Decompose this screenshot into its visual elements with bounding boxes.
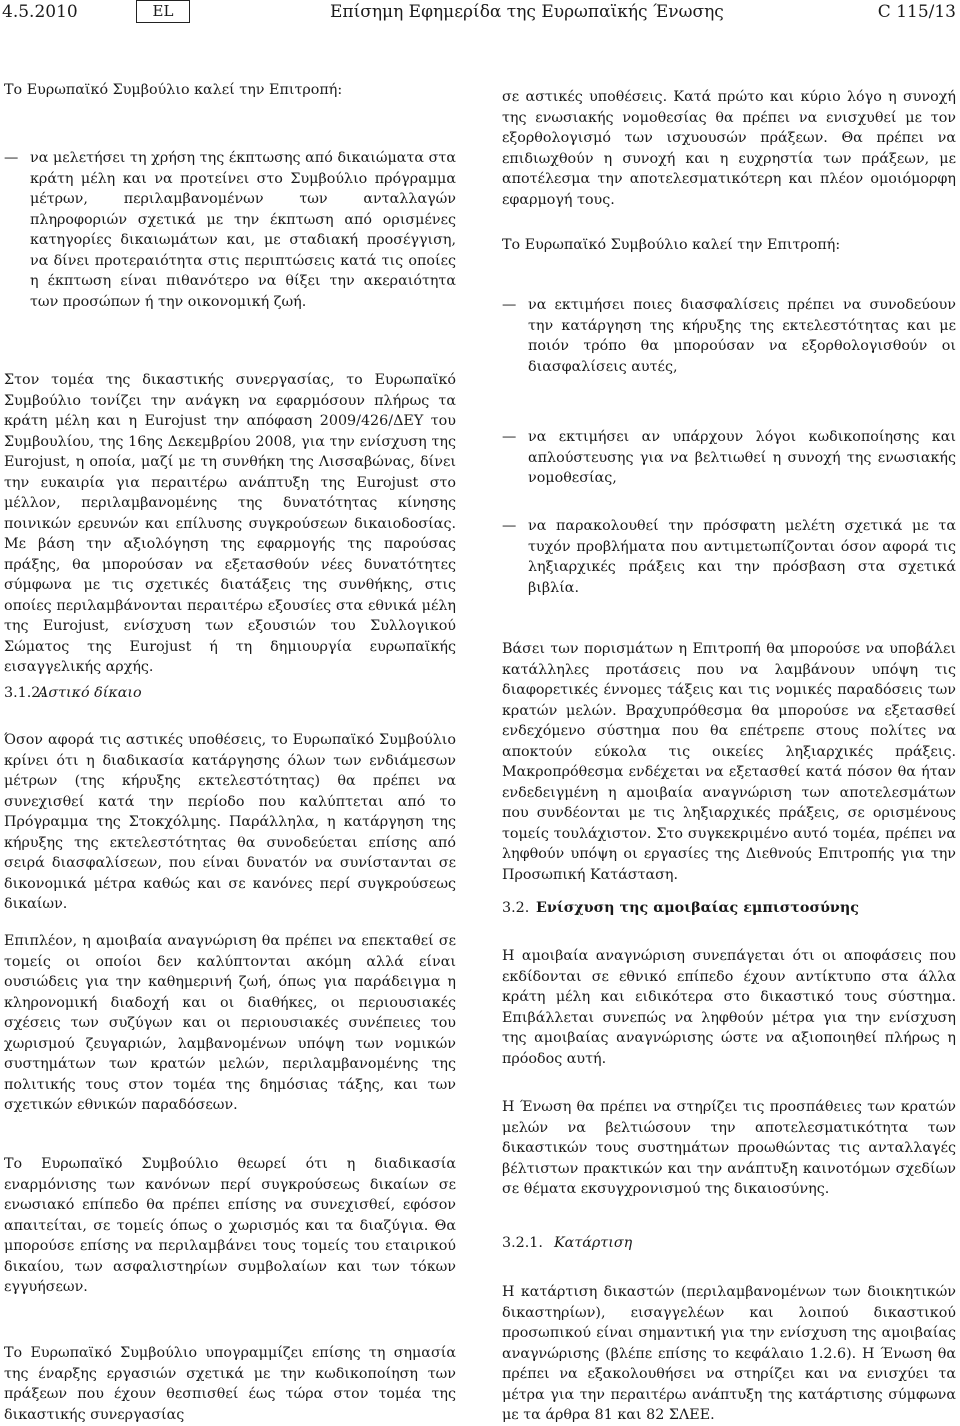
left-intro: Το Ευρωπαϊκό Συμβούλιο καλεί την Επιτροπή: (4, 82, 343, 99)
heading-text: Κατάρτιση (554, 1235, 633, 1251)
header-journal-title: Επίσημη Εφημερίδα της Ευρωπαϊκής Ένωσης (330, 2, 724, 22)
left-paragraph-mutual-recognition: Επιπλέον, η αμοιβαία αναγνώριση θα πρέπει να επεκταθεί σε τομείς οι οποίοι δεν καλύπτονται ακόμη αλλά είναι ουσιώδεις για την καθημερινή ζωή, όπως για παράδειγμα η κληρονομική διαδοχή και οι διαθήκες, οι περιουσιακές σχέσεις των συζύγων και οι περιουσιακές συνέπειες του χωρισμού ζευγαριών, λαμβανομένων υπόψη των νομικών συστημάτων των κρατών μελών, περιλαμβανομένης της πολιτικής τους στον τομέα της δημόσιας τάξης, και των σχετικών εθνικών παραδόσεων. (4, 933, 456, 1114)
right-bullet-3-text: να παρακολουθεί την πρόσφατη μελέτη σχετικά με τα τυχόν προβλήματα που αντιμετωπίζονται όσον αφορά τις ληξιαρχικές πράξεις και την πρόσβαση στα σχετικά βιβλία. (528, 518, 956, 596)
heading-text: Αστικό δίκαιο (38, 685, 142, 701)
right-bullet-1 (502, 295, 956, 377)
right-bullet-2-text: να εκτιμήσει αν υπάρχουν λόγοι κωδικοποίησης και απλούστευσης για να βελτιωθεί η συνοχή της ενωσιακής νομοθεσίας, (528, 429, 956, 486)
heading-number: 3.1.2. (4, 685, 45, 701)
left-paragraph-codification: Το Ευρωπαϊκό Συμβούλιο υπογραμμίζει επίσης τη σημασία της έναρξης εργασιών σχετικά με την κωδικοποίηση των πράξεων που έχουν θεσπισθεί έως τώρα στον τομέα της δικαστικής συνεργασίας (4, 1345, 456, 1423)
header-page-number: C 115/13 (877, 2, 956, 22)
right-bullet-2 (502, 427, 956, 489)
dash-marker: — (502, 297, 517, 313)
dash-marker: — (502, 518, 517, 534)
page-header (0, 0, 960, 26)
section-heading-3-2 (502, 898, 956, 919)
section-heading-3-1-2 (4, 683, 456, 704)
left-paragraph-judicial: Στον τομέα της δικαστικής συνεργασίας, το Ευρωπαϊκό Συμβούλιο τονίζει την ανάγκη να εφαρμόσουν πλήρως τα κράτη μέλη και η Eurojust την απόφαση 2009/426/ΔΕΥ του Συμβουλίου, της 16ης Δεκεμβρίου 2008, για την ενίσχυση της Eurojust, η οποία, μαζί με τη συνθήκη της Λισσαβώνας, δίνει την ευκαιρία για περαιτέρω ανάπτυξη της Eurojust στο μέλλον, περιλαμβανομένης της δυνατότητας κίνησης ποινικών ερευνών και επίλυσης συγκρούσεων δικαιοδοσίας. Με βάση την αξιολόγηση της εφαρμογής της παρούσας πράξης, θα μπορούσαν να εξετασθούν νέες δυνατότητες σύμφωνα με τις σχετικές διατάξεις της συνθήκης, στις οποίες περιλαμβάνονται περαιτέρω εξουσίες στα εθνικά μέλη της Eurojust, ενίσχυση των εξουσιών του Συλλογικού Σώματος της Eurojust ή τη δημιουργία ευρωπαϊκής εισαγγελικής αρχής. (4, 372, 456, 676)
right-paragraph-training: Η κατάρτιση δικαστών (περιλαμβανομένων των διοικητικών δικαστηρίων), εισαγγελέων και λοιπού δικαστικού προσωπικού είναι σημαντική για την ενίσχυση της αμοιβαίας αναγνώρισης (βλέπε επίσης το κεφάλαιο 1.2.6). Η Ένωση θα πρέπει να εξακολουθήσει να στηρίζει και να ενισχύει τα μέτρα για την περαιτέρω ανάπτυξη της κατάρτισης σύμφωνα με τα άρθρα 81 και 82 ΣΛΕΕ. (502, 1284, 956, 1424)
right-paragraph-consistency: σε αστικές υποθέσεις. Κατά πρώτο και κύριο λόγο η συνοχή της ενωσιακής νομοθεσίας θα πρέπει να ενισχυθεί με τον εξορθολογισμό των ισχυουσών πράξεων. Θα πρέπει να επιδιωχθούν η συνοχή και η ευχρηστία των πράξεων, με αποτέλεσμα την αποτελεσματικότερη και πλέον ομοιόμορφη εφαρμογή τους. (502, 89, 956, 208)
right-bullet-1-text: να εκτιμήσει ποιες διασφαλίσεις πρέπει να συνοδεύουν την κατάργηση της κήρυξης της εκτελεστότητας και με ποιόν τρόπο θα μπορούσαν να εξορθολογισθούν οι διασφαλίσεις αυτές, (528, 297, 956, 375)
left-bullet-1-text: να μελετήσει τη χρήση της έκπτωσης από δικαιώματα στα κράτη μέλη και να προτείνει στο Συμβούλιο πρόγραμμα μέτρων, περιλαμβανομένων των ανταλλαγών πληροφοριών σχετικά με την έκπτωση από ορισμένες κατηγορίες δικαιωμάτων και, με σταδιακή προσέγγιση, να δίνει προτεραιότητα στις περιπτώσεις κατά τις οποίες η έκπτωση είναι πιθανότερο να θίξει την ακεραιότητα των προσώπων ή την οικονομική ζωή. (30, 150, 456, 310)
heading-number: 3.2. (502, 900, 530, 916)
right-intro: Το Ευρωπαϊκό Συμβούλιο καλεί την Επιτροπή: (502, 237, 841, 254)
heading-text: Ενίσχυση της αμοιβαίας εμπιστοσύνης (536, 900, 859, 916)
right-paragraph-proposals: Βάσει των πορισμάτων η Επιτροπή θα μπορούσε να υποβάλει κατάλληλες προτάσεις που να λαμβάνουν υπόψη τις διαφορετικές έννομες τάξεις και τις νομικές παραδόσεις των κρατών μελών. Βραχυπρόθεσμα θα μπορούσε να εξετασθεί ενδεχόμενο σύστημα που θα επέτρεπε στους πολίτες να αποκτούν εύκολα τις οικείες ληξιαρχικές πράξεις. Μακροπρόθεσμα ενδέχεται να εξετασθεί κατά πόσον θα ήταν ενδεδειγμένη η αμοιβαία αναγνώριση των αποτελεσμάτων που συνδέονται με τις ληξιαρχικές πράξεις, σε ορισμένους τομείς τουλάχιστον. Στο συγκεκριμένο αυτό τομέα, πρέπει να ληφθούν υπόψη οι εργασίες της Διεθνούς Επιτροπής για την Προσωπική Κατάσταση. (502, 641, 956, 883)
right-bullet-3 (502, 516, 956, 598)
header-date: 4.5.2010 (2, 2, 78, 22)
header-language-code: EL (136, 0, 190, 23)
right-paragraph-effectiveness: Η Ένωση θα πρέπει να στηρίζει τις προσπάθειες των κρατών μελών να βελτιώσουν την αποτελεσματικότητα των δικαστικών τους συστημάτων προωθώντας τις ανταλλαγές βέλτιστων πρακτικών και την ανάπτυξη καινοτόμων σχεδίων σε θέματα εκσυγχρονισμού της δικαιοσύνης. (502, 1099, 956, 1198)
dash-marker: — (4, 150, 19, 166)
right-paragraph-mutual-trust: Η αμοιβαία αναγνώριση συνεπάγεται ότι οι αποφάσεις που εκδίδονται σε εθνικό επίπεδο έχουν αντίκτυπο στα άλλα κράτη μέλη και ειδικότερα στο δικαστικό τους σύστημα. Επιβάλλεται συνεπώς να ληφθούν μέτρα για την ενίσχυση της αμοιβαίας αναγνώρισης ώστε να αξιοποιηθεί πλήρως η πρόοδος αυτή. (502, 948, 956, 1067)
left-bullet-1 (4, 148, 456, 312)
heading-number: 3.2.1. (502, 1235, 543, 1251)
dash-marker: — (502, 429, 517, 445)
left-paragraph-harmonisation: Το Ευρωπαϊκό Συμβούλιο θεωρεί ότι η διαδικασία εναρμόνισης των κανόνων περί συγκρούσεως δικαίων σε ενωσιακό επίπεδο θα πρέπει επίσης να συνεχισθεί, εφόσον απαιτείται, σε τομείς όπως ο χωρισμός και τα διαζύγια. Θα μπορούσε επίσης να περιλαμβάνει τους τομείς του εταιρικού δικαίου, των ασφαλιστηρίων συμβολαίων και των τόκων εγγυήσεων. (4, 1156, 456, 1296)
left-paragraph-civil: Όσον αφορά τις αστικές υποθέσεις, το Ευρωπαϊκό Συμβούλιο κρίνει ότι η διαδικασία κατάργησης όλων των ενδιάμεσων μέτρων (της κήρυξης εκτελεστότητας) θα πρέπει να συνεχισθεί κατά την περίοδο που καλύπτεται από το Πρόγραμμα της Στοκχόλμης. Παράλληλα, η κατάργηση της κήρυξης της εκτελεστότητας θα συνοδεύεται επίσης από σειρά διασφαλίσεων, που είναι δυνατόν να συνίστανται σε δικονομικά μέτρα καθώς και σε κανόνες περί συγκρούσεως δικαίων. (4, 732, 456, 913)
section-heading-3-2-1 (502, 1233, 956, 1254)
